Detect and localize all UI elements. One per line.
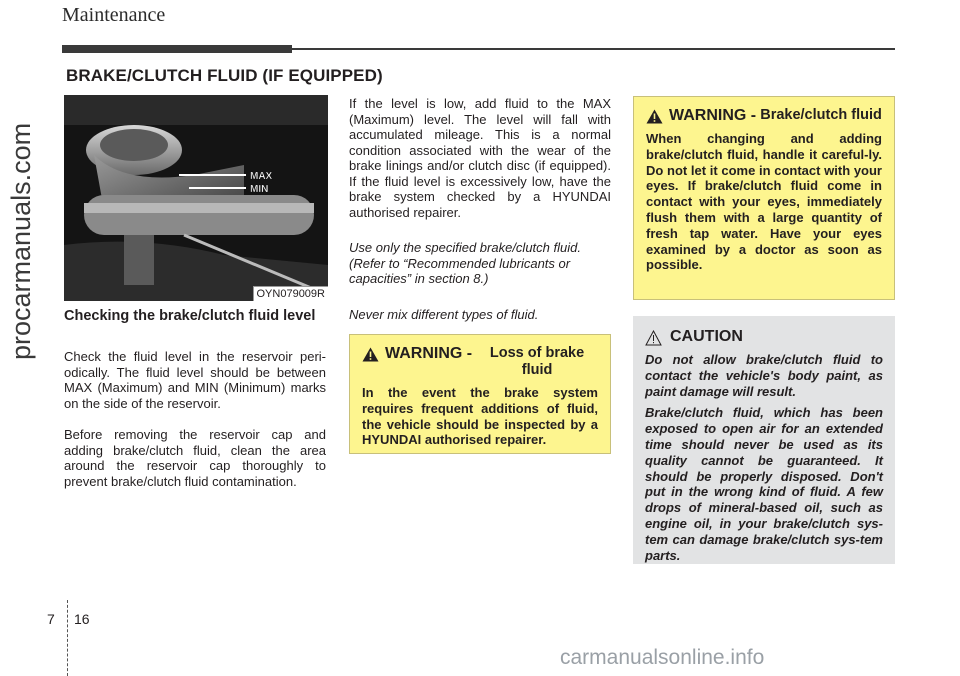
caution-box <box>633 316 895 564</box>
header-bar <box>62 45 292 53</box>
subheading-checking: Checking the brake/clutch fluid level <box>64 308 316 324</box>
paragraph-specified-fluid: Use only the specified brake/clutch fluid. (Refer to “Recommended lubricants or capacities” in section 8.) <box>349 240 581 286</box>
reservoir-photo <box>64 95 328 301</box>
warning-label: WARNING - <box>385 345 473 362</box>
caution-paragraph-exposure: Brake/clutch fluid, which has been exposed to open air for an extended time should never be used as its quality cannot be guaranteed. It should be properly disposed. Don't put in the wrong kind of fluid. A few drops of mineral-based oil, such as engine oil, in your brake/clutch sys-tem can damage brake/clutch sys-tem parts. <box>645 405 883 563</box>
caution-triangle-icon <box>645 330 662 346</box>
paragraph-never-mix: Never mix different types of fluid. <box>349 307 539 322</box>
warning-title <box>646 107 882 125</box>
warning-triangle-icon <box>362 347 379 362</box>
warning-body: In the event the brake system requires frequent additions of fluid, the vehicle should be inspected by a HYUNDAI authorised repairer. <box>362 385 598 448</box>
section-header: Maintenance <box>62 4 166 26</box>
caution-label: CAUTION <box>670 328 743 345</box>
warning-body: When changing and adding brake/clutch fluid, handle it careful-ly. Do not let it come in contact with your eyes. If brake/clutch fluid come in contact with your eyes, immediately flush them with a large quantity of fresh tap water. Have your eyes examined by a doctor as soon as possible. <box>646 131 882 273</box>
paragraph-level-low: If the level is low, add fluid to the MAX (Maximum) level. The level will fall with accumulated mileage. This is a normal condition associated with the wear of the brake linings and/or clutch disc (if equipped). If the fluid level is excessively low, have the brake system checked by a HYUNDAI authorised repairer. <box>349 96 611 220</box>
page-title: BRAKE/CLUTCH FLUID (IF EQUIPPED) <box>66 66 383 85</box>
warning-title <box>362 345 598 379</box>
paragraph-check-level: Check the fluid level in the reservoir peri-odically. The fluid level should be between MAX (Maximum) and MIN (Minimum) marks on the side of the reservoir. <box>64 349 326 411</box>
caution-paragraph-paint: Do not allow brake/clutch fluid to contact the vehicle's body paint, as paint damage will result. <box>645 352 883 399</box>
warning-box-brake-clutch-fluid <box>633 96 895 300</box>
warning-triangle-icon <box>646 109 663 124</box>
reservoir-illustration <box>64 95 328 301</box>
caution-title <box>645 328 883 346</box>
side-watermark: procarmanuals.com <box>6 122 36 360</box>
min-label: MIN <box>250 184 269 195</box>
footer-watermark: carmanualsonline.info <box>560 646 765 669</box>
paragraph-before-removing: Before removing the reservoir cap and adding brake/clutch fluid, clean the area around the reservoir cap thoroughly to prevent brake/clutch fluid contamination. <box>64 427 326 489</box>
page-number: 16 <box>74 611 90 627</box>
max-label: MAX <box>250 171 273 182</box>
warning-topic: Brake/clutch fluid <box>760 107 882 123</box>
page-number-divider <box>67 600 68 676</box>
chapter-number: 7 <box>47 611 55 627</box>
warning-topic: Loss of brake fluid <box>489 345 585 378</box>
figure-code: OYN079009R <box>253 286 329 301</box>
warning-label: WARNING - <box>669 107 757 124</box>
caution-body <box>645 352 883 563</box>
warning-box-loss-of-fluid <box>349 334 611 454</box>
